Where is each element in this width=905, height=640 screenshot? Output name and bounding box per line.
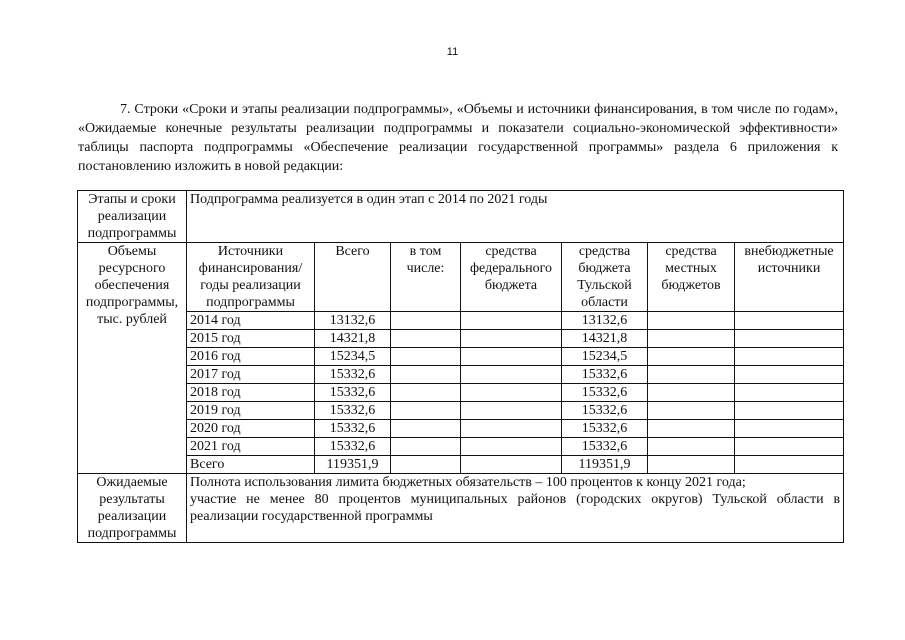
header-federal: средства федерального бюджета — [461, 243, 562, 312]
empty-cell — [648, 384, 735, 402]
year-cell: 2020 год — [187, 420, 315, 438]
empty-cell — [735, 456, 844, 474]
empty-cell — [648, 366, 735, 384]
empty-cell — [461, 366, 562, 384]
header-total: Всего — [315, 243, 391, 312]
empty-cell — [735, 420, 844, 438]
results-value — [187, 474, 844, 543]
year-cell: 2019 год — [187, 402, 315, 420]
empty-cell — [735, 384, 844, 402]
table-row — [78, 438, 844, 456]
year-cell: 2016 год — [187, 348, 315, 366]
empty-cell — [735, 312, 844, 330]
total-cell: 15332,6 — [315, 438, 391, 456]
empty-cell — [461, 348, 562, 366]
total-cell: 15332,6 — [315, 420, 391, 438]
empty-cell — [648, 420, 735, 438]
year-cell: 2015 год — [187, 330, 315, 348]
empty-cell — [391, 366, 461, 384]
empty-cell — [648, 330, 735, 348]
results-label: Ожидаемые результаты реализации подпрограммы — [78, 474, 187, 543]
table-row — [78, 312, 844, 330]
regional-cell: 15332,6 — [562, 438, 648, 456]
empty-cell — [461, 384, 562, 402]
intro-paragraph: 7. Строки «Сроки и этапы реализации подпрограммы», «Объемы и источники финансирования, в том числе по годам», «Ожидаемые конечные результаты реализации подпрограммы и показатели социально-экономической эффективности» таблицы паспорта подпрограммы «Обеспечение реализации государственной программы» раздела 6 приложения к постановлению изложить в новой редакции: — [78, 102, 838, 174]
empty-cell — [391, 312, 461, 330]
regional-cell: 15332,6 — [562, 402, 648, 420]
empty-cell — [461, 312, 562, 330]
empty-cell — [735, 330, 844, 348]
header-local: средства местных бюджетов — [648, 243, 735, 312]
empty-cell — [648, 402, 735, 420]
regional-cell: 15332,6 — [562, 384, 648, 402]
total-cell: 15332,6 — [315, 384, 391, 402]
year-cell: 2021 год — [187, 438, 315, 456]
results-row — [78, 474, 844, 543]
results-line-1: Полнота использования лимита бюджетных обязательств – 100 процентов к концу 2021 года; — [190, 475, 746, 490]
empty-cell — [391, 456, 461, 474]
year-cell: 2018 год — [187, 384, 315, 402]
regional-cell: 119351,9 — [562, 456, 648, 474]
regional-cell: 15234,5 — [562, 348, 648, 366]
empty-cell — [391, 384, 461, 402]
table-row — [78, 330, 844, 348]
table-row-total — [78, 456, 844, 474]
empty-cell — [461, 438, 562, 456]
table-row — [78, 384, 844, 402]
header-source: Источники финансирования/ годы реализации подпрограммы — [187, 243, 315, 312]
header-extra: внебюджетные источники — [735, 243, 844, 312]
passport-table — [77, 190, 844, 543]
total-cell: 14321,8 — [315, 330, 391, 348]
empty-cell — [391, 402, 461, 420]
page-number: 11 — [446, 46, 459, 58]
empty-cell — [391, 420, 461, 438]
table-row — [78, 366, 844, 384]
empty-cell — [391, 348, 461, 366]
empty-cell — [648, 438, 735, 456]
empty-cell — [735, 366, 844, 384]
regional-cell: 13132,6 — [562, 312, 648, 330]
empty-cell — [391, 330, 461, 348]
empty-cell — [648, 348, 735, 366]
funding-header-row — [78, 243, 844, 312]
header-regional: средства бюджета Тульской области — [562, 243, 648, 312]
total-cell: 15234,5 — [315, 348, 391, 366]
total-cell: 13132,6 — [315, 312, 391, 330]
table-row — [78, 420, 844, 438]
year-cell: 2014 год — [187, 312, 315, 330]
empty-cell — [461, 330, 562, 348]
empty-cell — [461, 456, 562, 474]
header-including: в том числе: — [391, 243, 461, 312]
empty-cell — [461, 402, 562, 420]
funding-label: Объемы ресурсного обеспечения подпрограммы, тыс. рублей — [78, 243, 187, 474]
regional-cell: 15332,6 — [562, 420, 648, 438]
results-line-2: участие не менее 80 процентов муниципальных районов (городских округов) Тульской области в реализации государственной программы — [190, 492, 841, 524]
total-cell: 15332,6 — [315, 402, 391, 420]
table-row — [78, 402, 844, 420]
stages-row — [78, 191, 844, 243]
stages-label: Этапы и сроки реализации подпрограммы — [78, 191, 187, 243]
empty-cell — [735, 402, 844, 420]
regional-cell: 15332,6 — [562, 366, 648, 384]
empty-cell — [648, 456, 735, 474]
regional-cell: 14321,8 — [562, 330, 648, 348]
total-cell: 119351,9 — [315, 456, 391, 474]
empty-cell — [391, 438, 461, 456]
empty-cell — [461, 420, 562, 438]
empty-cell — [735, 348, 844, 366]
empty-cell — [648, 312, 735, 330]
year-cell: 2017 год — [187, 366, 315, 384]
stages-value: Подпрограмма реализуется в один этап с 2014 по 2021 годы — [187, 191, 844, 243]
year-cell: Всего — [187, 456, 315, 474]
empty-cell — [735, 438, 844, 456]
total-cell: 15332,6 — [315, 366, 391, 384]
table-row — [78, 348, 844, 366]
